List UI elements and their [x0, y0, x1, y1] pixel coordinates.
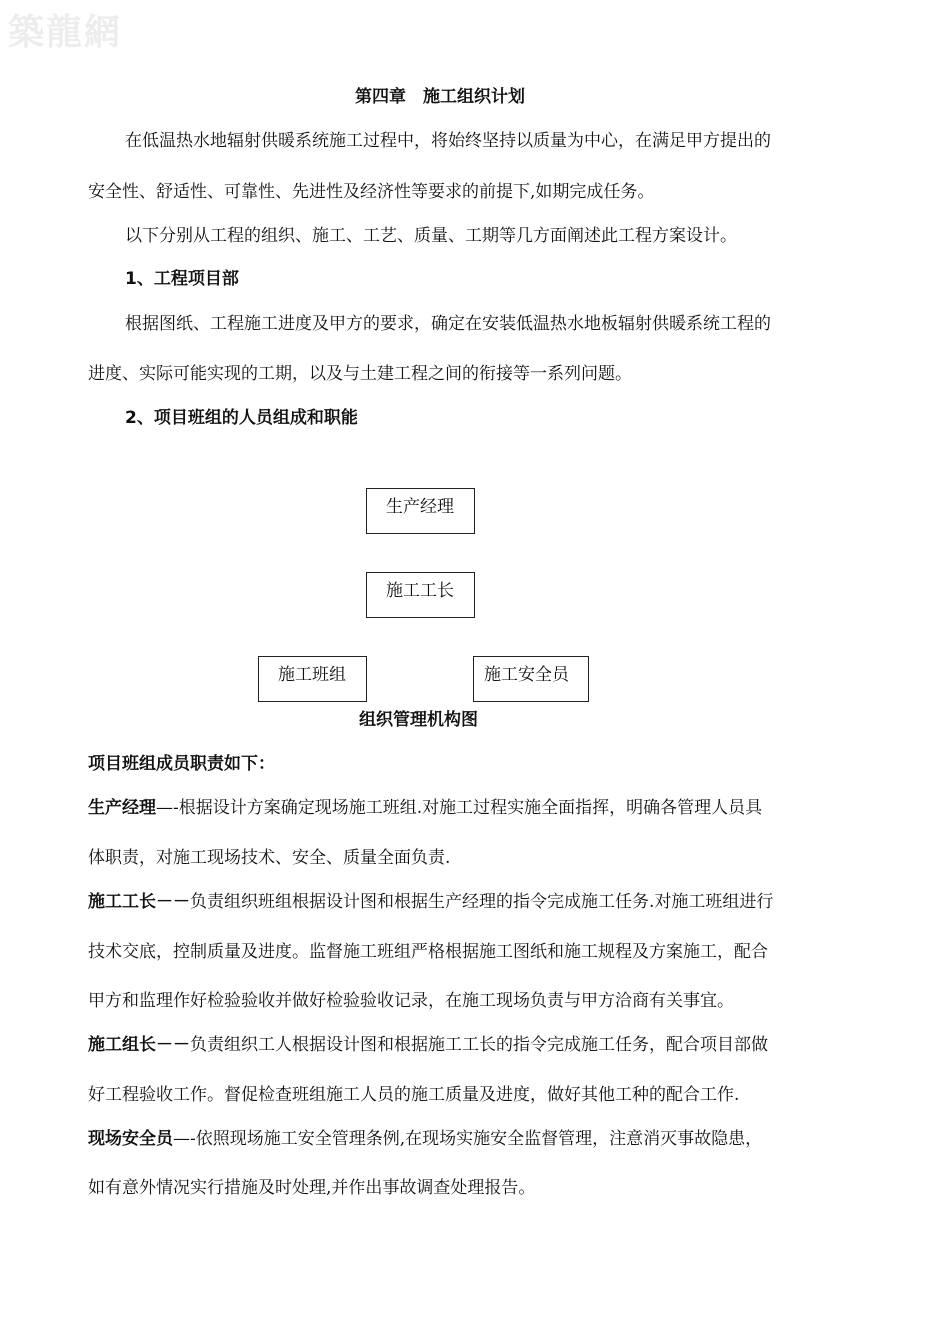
- duty-text: —-依照现场施工安全管理条例,在现场实施安全监督管理，注意消灭事故隐患，: [173, 1129, 763, 1149]
- duty-foreman-line: 甲方和监理作好检验验收并做好检验验收记录，在施工现场负责与甲方洽商有关事宜。: [88, 991, 734, 1011]
- org-box-team: [258, 656, 367, 702]
- section-1-heading: 1、工程项目部: [125, 269, 239, 289]
- duty-manager-line: 体职责，对施工现场技术、安全、质量全面负责.: [88, 848, 451, 868]
- section-1-line: 进度、实际可能实现的工期，以及与土建工程之间的衔接等一系列问题。: [88, 364, 632, 384]
- org-box-label: 施工安全员: [484, 665, 569, 685]
- section-1-line: 根据图纸、工程施工进度及甲方的要求，确定在安装低温热水地板辐射供暖系统工程的: [125, 314, 771, 334]
- duties-heading: 项目班组成员职责如下：: [88, 754, 275, 774]
- duty-leader-line: [88, 1030, 768, 1055]
- intro-paragraph-line: 安全性、舒适性、可靠性、先进性及经济性等要求的前提下,如期完成任务。: [88, 182, 655, 202]
- duty-term-leader: 施工组长－－: [88, 1035, 190, 1055]
- duty-text: 负责组织工人根据设计图和根据施工工长的指令完成施工任务，配合项目部做: [190, 1035, 768, 1055]
- chapter-title: 第四章 施工组织计划: [355, 87, 525, 107]
- duty-term-manager: 生产经理: [88, 798, 156, 818]
- duty-text: —-根据设计方案确定现场施工班组.对施工过程实施全面指挥，明确各管理人员具: [156, 798, 763, 818]
- org-box-foreman: [366, 572, 475, 618]
- duty-term-safety: 现场安全员: [88, 1129, 173, 1149]
- duty-manager-line: [88, 793, 762, 818]
- org-box-label: 施工班组: [278, 665, 346, 685]
- org-box-label: 生产经理: [386, 497, 454, 517]
- intro-paragraph-line: 在低温热水地辐射供暖系统施工过程中，将始终坚持以质量为中心，在满足甲方提出的: [125, 131, 771, 151]
- intro-paragraph-2: 以下分别从工程的组织、施工、工艺、质量、工期等几方面阐述此工程方案设计。: [125, 226, 737, 246]
- duty-safety-line: 如有意外情况实行措施及时处理,并作出事故调查处理报告。: [88, 1178, 536, 1198]
- duty-foreman-line: 技术交底，控制质量及进度。监督施工班组严格根据施工图纸和施工规程及方案施工，配合: [88, 942, 768, 962]
- duty-safety-line: [88, 1124, 762, 1149]
- duty-foreman-line: [88, 887, 773, 912]
- section-2-heading: 2、项目班组的人员组成和职能: [125, 408, 358, 428]
- duty-leader-line: 好工程验收工作。督促检查班组施工人员的施工质量及进度，做好其他工种的配合工作.: [88, 1085, 740, 1105]
- org-chart-caption: 组织管理机构图: [359, 710, 478, 730]
- org-box-label: 施工工长: [386, 581, 454, 601]
- duty-text: 负责组织班组根据设计图和根据生产经理的指令完成施工任务.对施工班组进行: [190, 892, 774, 912]
- org-box-manager: [366, 488, 475, 534]
- duty-term-foreman: 施工工长－－: [88, 892, 190, 912]
- org-box-safety: [473, 656, 589, 702]
- watermark-logo: 築龍網: [8, 11, 123, 53]
